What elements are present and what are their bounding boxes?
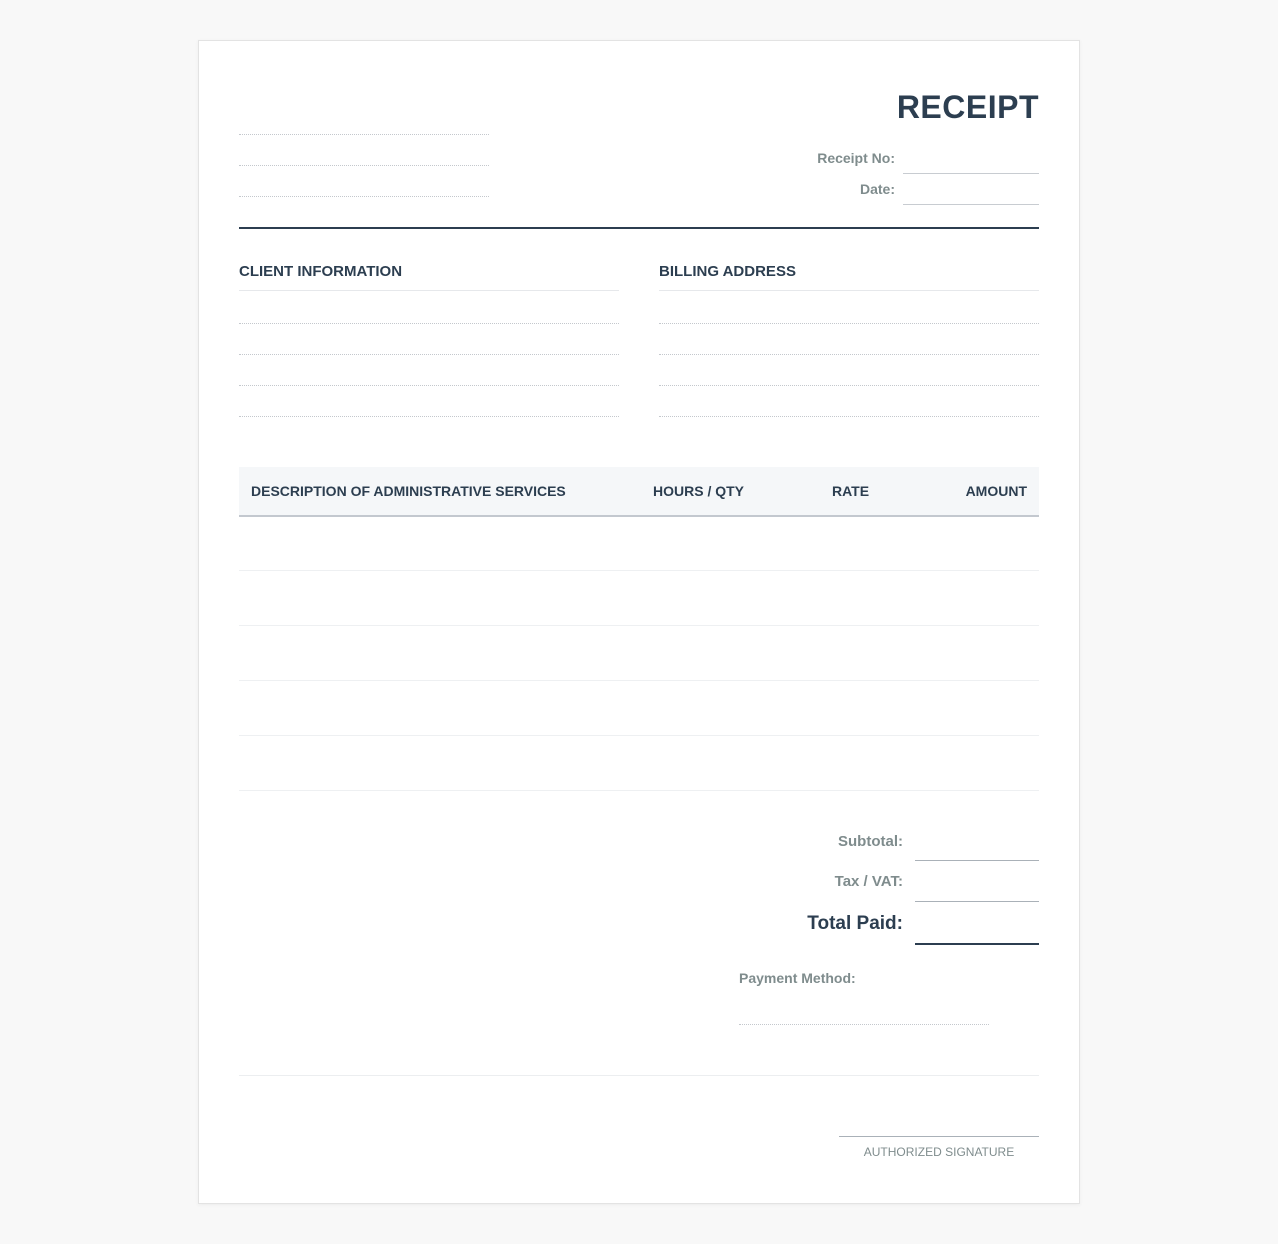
- tax-field[interactable]: [915, 901, 1039, 902]
- services-table-header: [239, 467, 1039, 517]
- table-row[interactable]: [239, 790, 1039, 791]
- subtotal-label: Subtotal:: [838, 833, 903, 850]
- client-heading-underline: [239, 290, 619, 291]
- receipt-page: [198, 40, 1080, 1204]
- billing-heading-underline: [659, 290, 1039, 291]
- authorized-signature-label: AUTHORIZED SIGNATURE: [863, 1145, 1015, 1159]
- billing-field-4[interactable]: [659, 416, 1039, 417]
- table-row[interactable]: [239, 680, 1039, 681]
- client-field-4[interactable]: [239, 416, 619, 417]
- amount-column-header: AMOUNT: [965, 483, 1027, 499]
- client-field-2[interactable]: [239, 354, 619, 355]
- table-row[interactable]: [239, 570, 1039, 571]
- billing-field-2[interactable]: [659, 354, 1039, 355]
- date-label: Date:: [859, 181, 895, 197]
- total-paid-label: Total Paid:: [807, 913, 903, 934]
- company-contact-field[interactable]: [239, 196, 489, 197]
- receipt-title: RECEIPT: [896, 89, 1039, 125]
- billing-field-1[interactable]: [659, 323, 1039, 324]
- date-field[interactable]: [903, 204, 1039, 205]
- rate-column-header: RATE: [832, 483, 870, 499]
- payment-method-field[interactable]: [739, 1024, 989, 1025]
- client-information-heading: CLIENT INFORMATION: [239, 263, 403, 280]
- tax-label: Tax / VAT:: [834, 873, 903, 890]
- client-field-3[interactable]: [239, 385, 619, 386]
- description-column-header: DESCRIPTION OF ADMINISTRATIVE SERVICES: [251, 483, 566, 499]
- table-row[interactable]: [239, 735, 1039, 736]
- payment-method-label: Payment Method:: [739, 970, 856, 986]
- receipt-no-label: Receipt No:: [817, 150, 895, 166]
- header-divider: [239, 227, 1039, 229]
- billing-address-heading: BILLING ADDRESS: [659, 263, 796, 280]
- signature-line[interactable]: [839, 1136, 1039, 1137]
- total-paid-field[interactable]: [915, 943, 1039, 945]
- company-name-field[interactable]: [239, 134, 489, 135]
- subtotal-field[interactable]: [915, 860, 1039, 861]
- footer-divider: [239, 1075, 1039, 1076]
- hours-column-header: HOURS / QTY: [653, 483, 745, 499]
- table-row[interactable]: [239, 625, 1039, 626]
- receipt-no-field[interactable]: [903, 173, 1039, 174]
- company-address-field[interactable]: [239, 165, 489, 166]
- client-field-1[interactable]: [239, 323, 619, 324]
- billing-field-3[interactable]: [659, 385, 1039, 386]
